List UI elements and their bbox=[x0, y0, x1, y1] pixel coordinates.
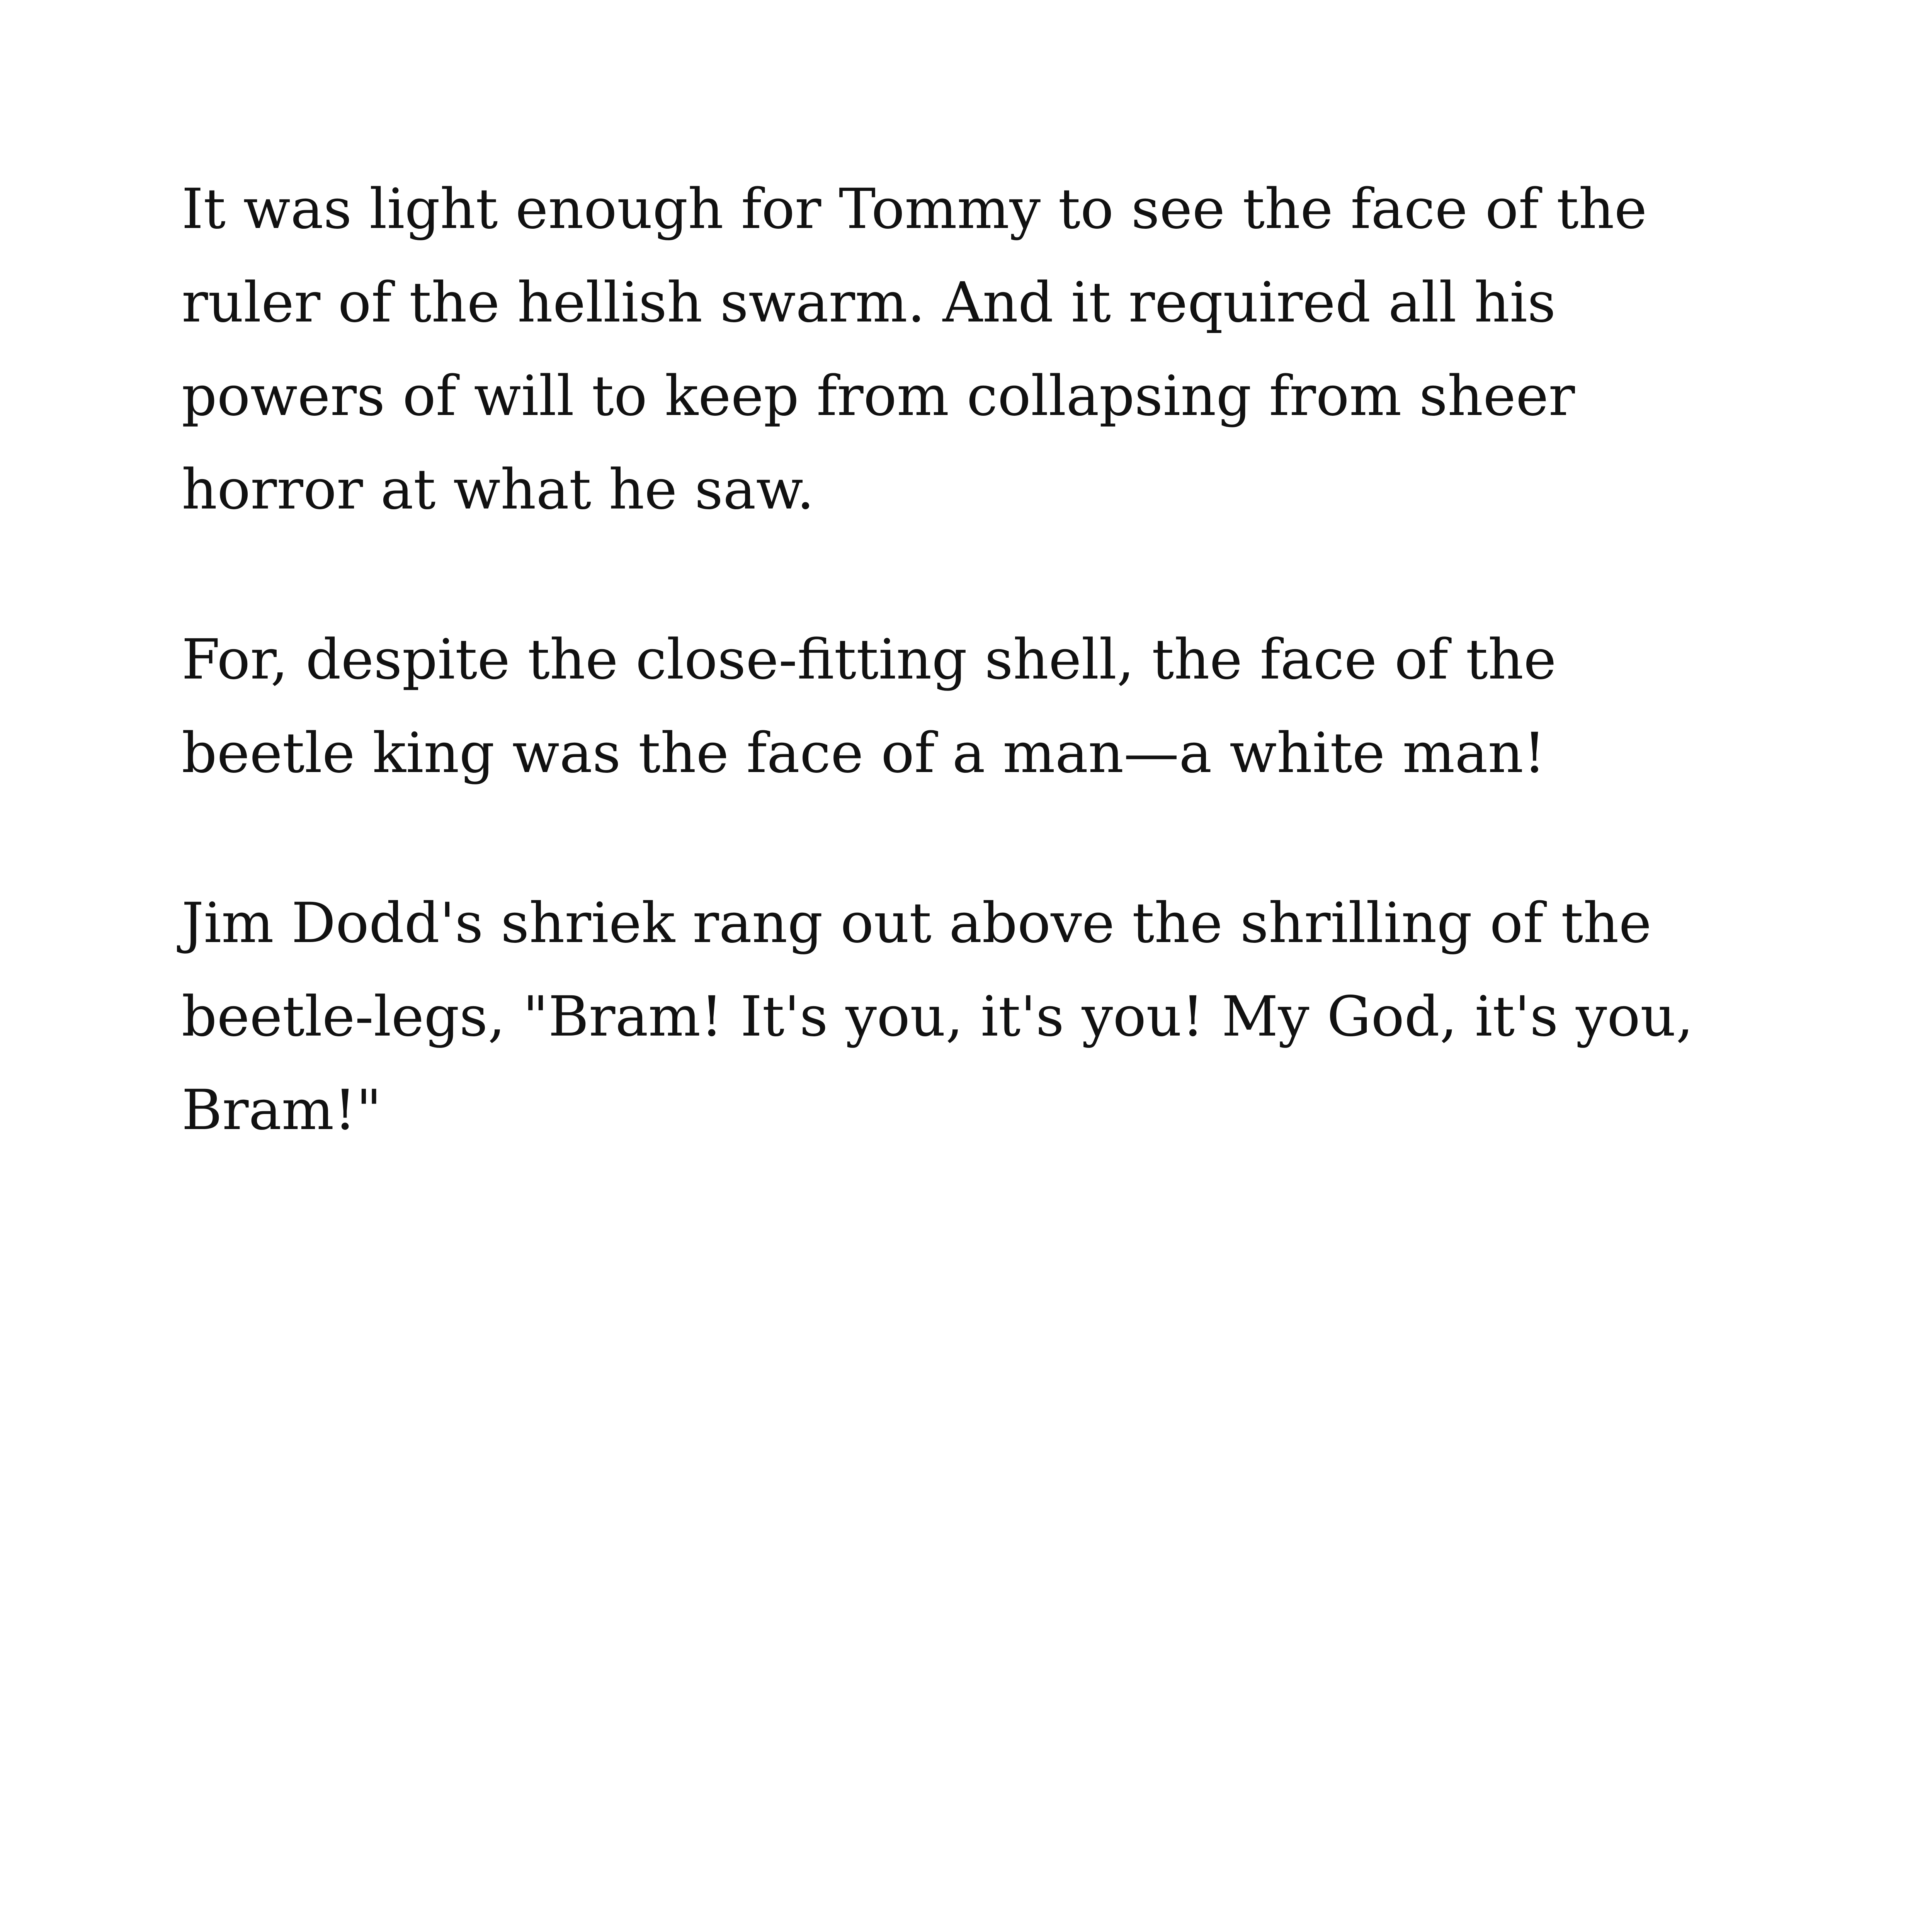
text-line: It was light enough for Tommy to see the face of the bbox=[182, 177, 1647, 241]
text-line: beetle king was the face of a man—a white man! bbox=[182, 721, 1546, 785]
text-line: For, despite the close-fitting shell, the face of the bbox=[182, 627, 1556, 692]
text-line: powers of will to keep from collapsing from sheer bbox=[182, 364, 1575, 428]
text-line: Bram!" bbox=[182, 1078, 382, 1142]
text-line: horror at what he saw. bbox=[182, 457, 815, 522]
text-line: Jim Dodd's shriek rang out above the shrilling of the bbox=[182, 891, 1652, 955]
paragraph-3 bbox=[182, 876, 1820, 1157]
story-text bbox=[182, 162, 1820, 1233]
paragraph-1 bbox=[182, 162, 1820, 536]
text-line: ruler of the hellish swarm. And it required all his bbox=[182, 270, 1556, 335]
text-line: beetle-legs, "Bram! It's you, it's you! My God, it's you, bbox=[182, 984, 1694, 1049]
paragraph-2 bbox=[182, 613, 1820, 800]
